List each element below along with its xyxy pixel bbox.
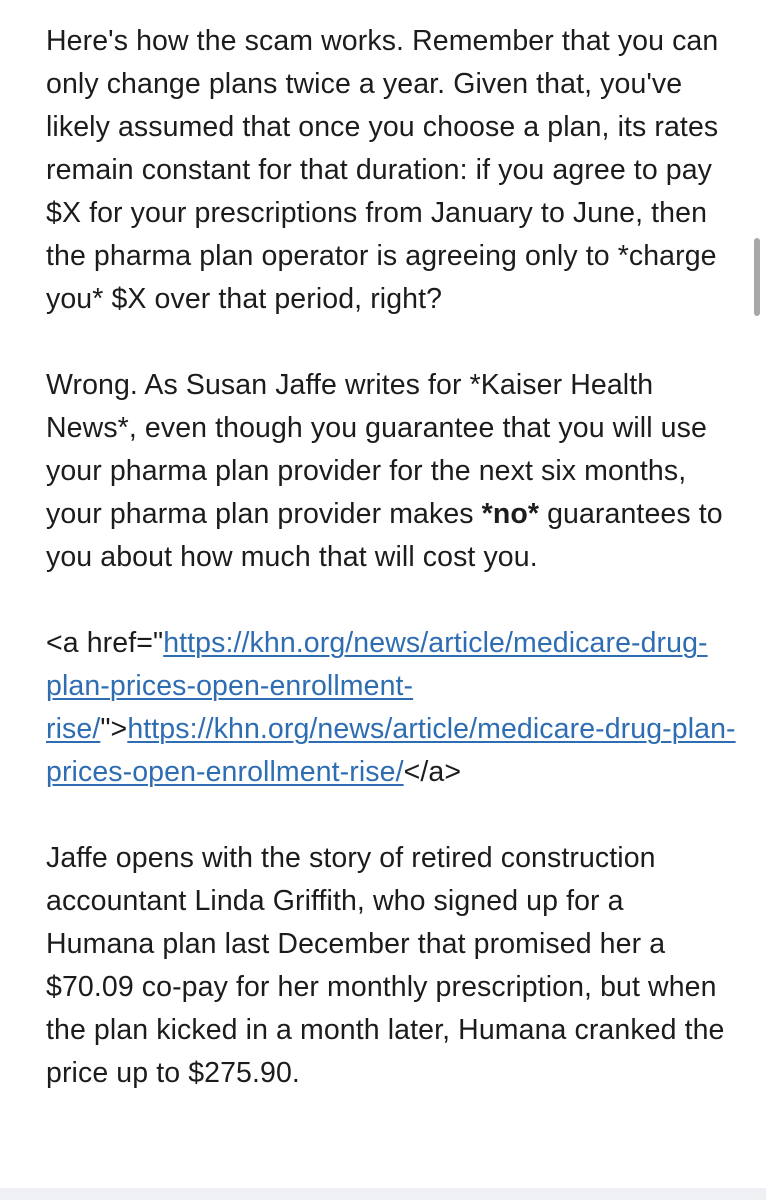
bottom-edge-strip <box>0 1188 766 1200</box>
khn-article-link-1[interactable]: https://khn.org/news/article/medicare-drug-plan-prices-open-enrollment-rise/ <box>46 627 708 745</box>
paragraph-link-markup <box>46 622 736 794</box>
scrollbar[interactable] <box>740 0 766 1200</box>
link-markup-middle: "> <box>100 713 128 745</box>
link-markup-suffix: </a> <box>403 756 462 788</box>
article-body <box>46 20 736 1138</box>
scrollbar-thumb[interactable] <box>754 238 760 316</box>
paragraph-wrong-text-end: guarantees to you about how much that will cost you. <box>46 498 723 573</box>
link-markup-prefix: <a href=" <box>46 627 164 659</box>
bold-no-text: *no* <box>481 498 540 530</box>
paragraph-jaffe-story: Jaffe opens with the story of retired construction accountant Linda Griffith, who signed up for a Humana plan last December that promised her a $70.09 co-pay for her monthly prescription, but when the plan kicked in a month later, Humana cranked the price up to $275.90. <box>46 842 725 1089</box>
paragraph-wrong <box>46 364 736 579</box>
khn-article-link-2[interactable]: https://khn.org/news/article/medicare-drug-plan-prices-open-enrollment-rise/ <box>46 713 736 788</box>
paragraph-wrong-text-start: Wrong. As Susan Jaffe writes for *Kaiser Health News*, even though you guarantee that you will use your pharma plan provider for the next six months, your pharma plan provider makes <box>46 369 707 530</box>
paragraph-scam-explanation: Here's how the scam works. Remember that you can only change plans twice a year. Given that, you've likely assumed that once you choose a plan, its rates remain constant for that duration: if you agree to pay $X for your prescriptions from January to June, then the pharma plan operator is agreeing only to *charge you* $X over that period, right? <box>46 25 719 315</box>
